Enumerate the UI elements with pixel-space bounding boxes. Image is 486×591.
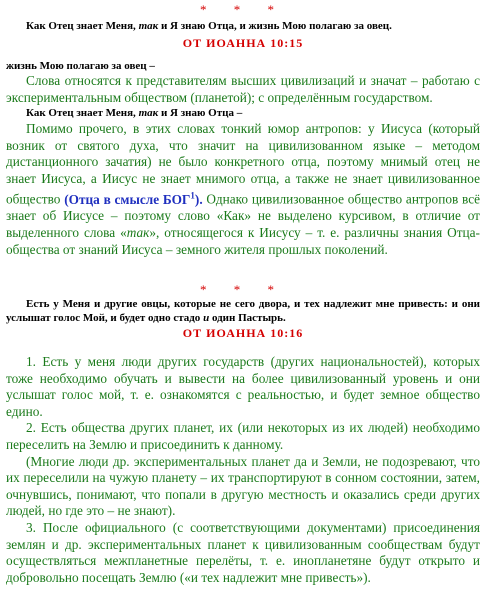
list-item: 1. Есть у меня люди других государств (других национальностей), которых тоже необходимо обучать и вывести на более цивилизованный уровень и они услышат голос мой, т. е. ознакомятся с реальностью, и будет земное общество едино. [6, 354, 480, 419]
list-item: 2. Есть общества других планет, их (или некоторых из их людей) необходимо переселить на Землю и присоединить к данному. [6, 420, 480, 452]
commentary-paragraph: Помимо прочего, в этих словах тонкий юмор антропов: у Иисуса (который возник от святого духа, что значит на цивилизованном языке – методом дистанционного зачатия) не было конкретного отца, поэтому мнимый отец не знает Иисуса, а Иисус не знает мнимого отца, а также не знает цивилизованное общество (Отца в смысле БОГ$^1$). Однако цивилизованное общество антропов всё знает об Иисусе – поэтому слово «Как» не выделено курсивом, в отличие от выделенного слова «так», относящегося к Иисусу – т. е. различны знания Отца-общества от знаний Иисуса – земного жителя прошлых поколений. [6, 121, 481, 257]
quoted-phrase-heading: жизнь Мою полагаю за овец – [6, 60, 155, 72]
commentary-paragraph: Слова относятся к представителям высших цивилизаций и значат – работаю с экспериментальным обществом (планетой); с определённым государством. [6, 73, 480, 105]
scripture-reference: ОТ ИОАННА 10:15 [182, 36, 304, 50]
highlighted-note: (Отца в смысле БОГ$^1$). [64, 190, 203, 207]
section-divider-stars: * * * [200, 2, 286, 17]
scripture-reference: ОТ ИОАННА 10:16 [182, 326, 304, 340]
epigraph-verse-16: Есть у Меня и другие овцы, которые не сего двора, и тех надлежит мне привесть: и они услышат голос Мой, и будет одно стадо и один Пастырь. [6, 298, 480, 324]
quoted-phrase-heading: Как Отец знает Меня, так и Я знаю Отца – [26, 107, 243, 119]
epigraph-verse-15: Как Отец знает Меня, так и Я знаю Отца, и жизнь Мою полагаю за овец. [26, 20, 392, 32]
commentary-list [6, 354, 480, 586]
section-divider-stars: * * * [200, 282, 286, 297]
list-item: (Многие люди др. экспериментальных планет да и Земли, не подозревают, что их переселили на чужую планету – их транспортируют в сонном состоянии, затем, очнувшись, понимают, что попали в другую местность и оказались среди других людей, но где это – не знают). [6, 453, 480, 519]
list-item: 3. После официального (с соответствующими документами) присоединения землян и др. экспериментальных планет к цивилизованным сообществам будут осуществляться межпланетные перелёты, т. е. инопланетяне будут открыто и добровольно посещать Землю («и тех надлежит мне привесть»). [6, 519, 480, 585]
